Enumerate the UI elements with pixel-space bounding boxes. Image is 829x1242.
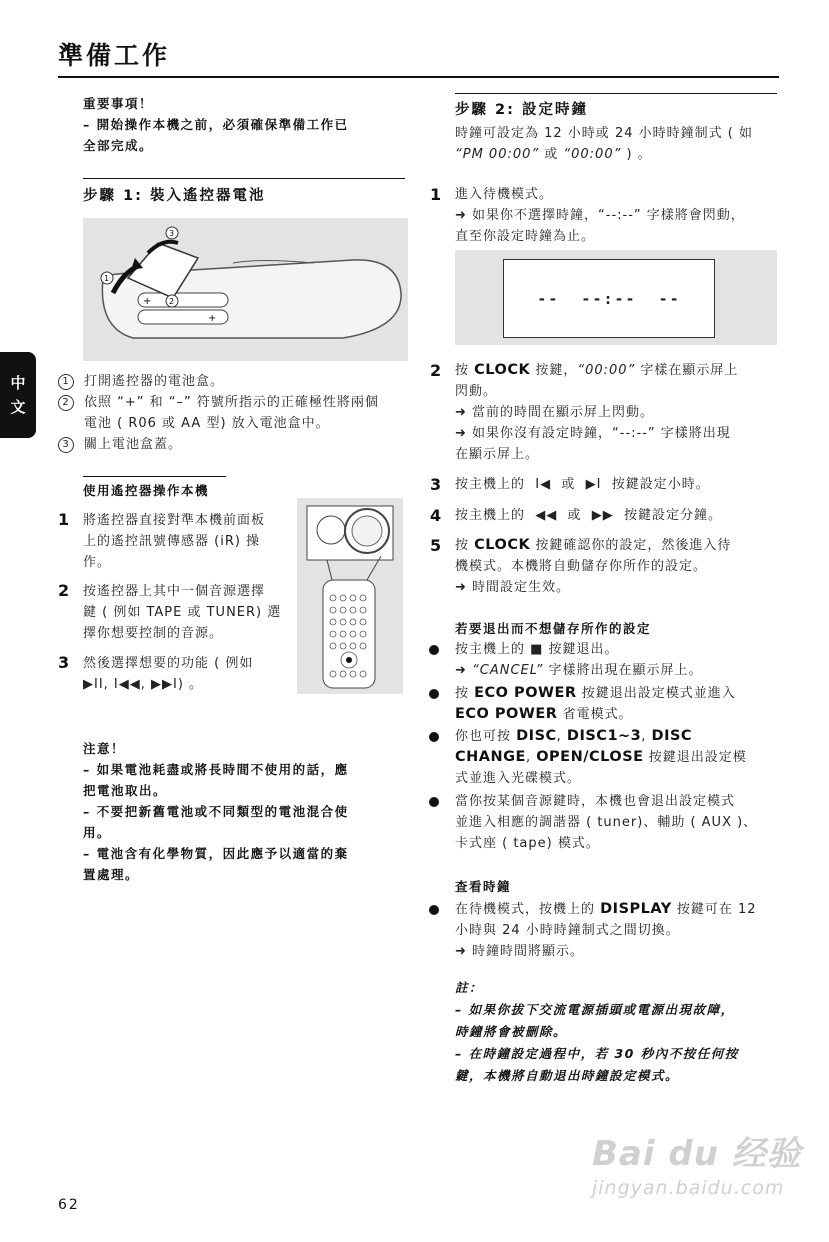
remote-step-line: 作。 bbox=[83, 555, 112, 570]
exit-line: 卡式座 ( tape) 模式。 bbox=[455, 836, 600, 851]
eco-power-key: ECO POWER bbox=[455, 706, 558, 722]
remote-step-3 bbox=[83, 653, 253, 695]
remote-step-number: 2 bbox=[58, 581, 70, 600]
set-step-number: 1 bbox=[430, 185, 442, 204]
remote-step-number: 1 bbox=[58, 510, 70, 529]
page-number: 62 bbox=[58, 1197, 80, 1213]
text: 省電模式。 bbox=[557, 707, 633, 722]
note-line: – 在時鐘設定過程中，若 30 秒內不按任何按 bbox=[455, 1046, 739, 1061]
display-key: DISPLAY bbox=[600, 901, 672, 917]
intro-text: ) 。 bbox=[621, 147, 652, 162]
step1-item bbox=[58, 434, 408, 455]
svg-text:2: 2 bbox=[169, 297, 175, 306]
note-line: – 如果你拔下交流電源插頭或電源出現故障， bbox=[455, 1002, 735, 1017]
step1-item-line: 電池 ( R06 或 AA 型) 放入電池盒中。 bbox=[84, 416, 330, 431]
text: 按鍵退出設定模 bbox=[643, 750, 747, 765]
step2-intro-line: 時鐘可設定為 12 小時或 24 小時時鐘制式 ( 如 bbox=[455, 126, 753, 141]
remote-use-rule bbox=[83, 476, 226, 477]
remote-step-line: 將遙控器直接對準本機前面板 bbox=[83, 513, 266, 528]
caution-body bbox=[83, 759, 349, 885]
display-panel bbox=[455, 250, 777, 345]
exit-line bbox=[455, 704, 736, 725]
svg-text:3: 3 bbox=[169, 229, 175, 238]
language-tab-char-2: 文 bbox=[10, 398, 26, 416]
exit-heading: 若要退出而不想儲存所作的設定 bbox=[455, 621, 652, 636]
language-tab-char-1: 中 bbox=[10, 374, 26, 392]
disc-change-key: DISC bbox=[651, 728, 693, 744]
caution-line: – 電池含有化學物質，因此應予以適當的棄 bbox=[83, 846, 349, 861]
exit-item-3 bbox=[455, 726, 747, 789]
remote-step-2 bbox=[83, 581, 281, 644]
language-tab bbox=[0, 352, 36, 438]
exit-line: 式並進入光碟模式。 bbox=[455, 771, 582, 786]
set-step-line: ➜ 如果你沒有設定時鐘，“--:--” 字樣將出現 bbox=[455, 426, 731, 441]
set-step-4: 按主機上的 ◀◀ 或 ▶▶ 按鍵設定分鐘。 bbox=[455, 508, 723, 523]
remote-step-line: ▶II, I◀◀, ▶▶I) 。 bbox=[83, 677, 204, 692]
exit-item-1 bbox=[455, 639, 703, 681]
svg-text:1: 1 bbox=[104, 274, 110, 283]
svg-text:+: + bbox=[208, 313, 217, 324]
bullet bbox=[429, 797, 439, 807]
remote-step-1 bbox=[83, 510, 265, 573]
text: 你也可按 bbox=[455, 729, 517, 744]
svg-text:+: + bbox=[143, 296, 152, 307]
clock-display bbox=[503, 259, 715, 338]
set-step-number: 5 bbox=[430, 536, 442, 555]
disc-change-key: CHANGE bbox=[455, 749, 526, 765]
clock-key: CLOCK bbox=[474, 362, 531, 378]
set-step-line: 機模式。本機將自動儲存你所作的設定。 bbox=[455, 559, 708, 574]
watermark-brand: Bai du 经验 bbox=[592, 1134, 802, 1174]
open-close-key: OPEN/CLOSE bbox=[536, 749, 644, 765]
remote-step-line: 擇你想要控制的音源。 bbox=[83, 626, 224, 641]
step1-item-number: 3 bbox=[58, 437, 74, 453]
step2-intro-line bbox=[455, 144, 753, 165]
clock-display-text: -- --:-- -- bbox=[537, 289, 681, 308]
text: 字樣在顯示屏上 bbox=[635, 363, 739, 378]
bullet bbox=[429, 689, 439, 699]
text: 在待機模式，按機上的 bbox=[455, 902, 601, 917]
set-step-line: 在顯示屏上。 bbox=[455, 447, 540, 462]
set-step-line: 閃動。 bbox=[455, 384, 498, 399]
remote-step-number: 3 bbox=[58, 653, 70, 672]
caution-line: 用。 bbox=[83, 825, 112, 840]
step1-item-line: 關上電池盒蓋。 bbox=[84, 437, 183, 452]
set-step-line bbox=[455, 535, 731, 556]
set-step-number: 3 bbox=[430, 475, 442, 494]
view-line: 小時與 24 小時時鐘制式之間切換。 bbox=[455, 923, 680, 938]
exit-line bbox=[455, 660, 703, 681]
set-step-number: 4 bbox=[430, 506, 442, 525]
important-heading: 重要事項！ bbox=[83, 96, 154, 111]
remote-battery-drawing bbox=[83, 218, 408, 361]
text: 按 bbox=[455, 363, 475, 378]
watermark-url: jingyan.baidu.com bbox=[592, 1177, 785, 1199]
view-item bbox=[455, 899, 757, 962]
exit-item-2 bbox=[455, 683, 736, 725]
remote-use-heading: 使用遙控器操作本機 bbox=[83, 483, 210, 498]
remote-step-line: 按遙控器上其中一個音源選擇 bbox=[83, 584, 266, 599]
set-step-line: ➜ 當前的時間在顯示屏上閃動。 bbox=[455, 405, 655, 420]
exit-line: 並進入相應的調諧器 ( tuner)、輔助 ( AUX )、 bbox=[455, 815, 758, 830]
bullet bbox=[429, 732, 439, 742]
step1-item-number: 1 bbox=[58, 374, 74, 390]
step1-item-line: 依照 “+” 和 “–” 符號所指示的正確極性將兩個 bbox=[84, 395, 379, 410]
clock-key: CLOCK bbox=[474, 537, 531, 553]
intro-text: 或 bbox=[539, 147, 564, 162]
lcd-text: “00:00” bbox=[577, 363, 636, 378]
note-body bbox=[455, 999, 739, 1087]
disc-key: DISC bbox=[516, 728, 557, 744]
exit-line: 當你按某個音源鍵時，本機也會退出設定模式 bbox=[455, 794, 736, 809]
remote-illustration bbox=[297, 498, 403, 694]
step1-heading: 步驟 1: 裝入遙控器電池 bbox=[83, 188, 266, 204]
exit-line bbox=[455, 683, 736, 704]
set-step-3: 按主機上的 I◀ 或 ▶I 按鍵設定小時。 bbox=[455, 477, 710, 492]
lcd-text: “PM 00:00” bbox=[455, 147, 540, 162]
set-step-2 bbox=[455, 360, 738, 465]
step1-list bbox=[58, 371, 408, 455]
text: 字樣將出現在顯示屏上。 bbox=[543, 663, 703, 678]
set-step-5 bbox=[455, 535, 731, 598]
text: 按 bbox=[455, 686, 475, 701]
exit-line: 按主機上的 ■ 按鍵退出。 bbox=[455, 642, 619, 657]
text: 按鍵退出設定模式並進入 bbox=[576, 686, 736, 701]
view-heading: 查看時鐘 bbox=[455, 879, 512, 894]
set-step-line: ➜ 時間設定生效。 bbox=[455, 580, 571, 595]
remote-step-line: 上的遙控訊號傳感器 (iR) 操 bbox=[83, 534, 261, 549]
set-step-line bbox=[455, 360, 738, 381]
step1-item bbox=[58, 371, 408, 392]
step2-intro bbox=[455, 123, 753, 165]
caution-heading: 注意！ bbox=[83, 741, 126, 756]
eco-power-key: ECO POWER bbox=[474, 685, 577, 701]
page-title: 準備工作 bbox=[58, 41, 171, 70]
text: 按鍵確認你的設定，然後進入待 bbox=[530, 538, 732, 553]
step1-item-number: 2 bbox=[58, 395, 74, 411]
text: , bbox=[556, 729, 567, 744]
caution-line: 置處理。 bbox=[83, 867, 140, 882]
text: , bbox=[641, 729, 652, 744]
step1-item bbox=[58, 392, 408, 434]
caution-line: – 不要把新舊電池或不同類型的電池混合使 bbox=[83, 804, 349, 819]
step1-rule bbox=[83, 178, 405, 179]
text: 按鍵可在 12 bbox=[671, 902, 757, 917]
step2-rule bbox=[455, 93, 777, 94]
text: 按鍵， bbox=[530, 363, 578, 378]
text: 按 bbox=[455, 538, 475, 553]
view-line bbox=[455, 899, 757, 920]
step1-item-line: 打開遙控器的電池盒。 bbox=[84, 374, 225, 389]
caution-line: – 如果電池耗盡或將長時間不使用的話，應 bbox=[83, 762, 349, 777]
note-line: 鍵，本機將自動退出時鐘設定模式。 bbox=[455, 1068, 680, 1083]
set-step-line: ➜ 如果你不選擇時鐘，“--:--” 字樣將會閃動， bbox=[455, 208, 745, 223]
note-line: 時鐘將會被刪除。 bbox=[455, 1024, 568, 1039]
set-step-1 bbox=[455, 184, 745, 247]
exit-line bbox=[455, 747, 747, 768]
disc1-3-key: DISC1~3 bbox=[566, 728, 642, 744]
step2-heading: 步驟 2: 設定時鐘 bbox=[455, 102, 588, 118]
set-step-line: 進入待機模式。 bbox=[455, 187, 554, 202]
remote-control-drawing bbox=[297, 498, 403, 694]
caution-line: 把電池取出。 bbox=[83, 783, 168, 798]
remote-step-line: 鍵 ( 例如 TAPE 或 TUNER) 選 bbox=[83, 605, 282, 620]
bullet bbox=[429, 645, 439, 655]
lcd-text: “00:00” bbox=[563, 147, 622, 162]
bullet bbox=[429, 905, 439, 915]
text: ➜ bbox=[455, 663, 473, 678]
important-line-2: 全部完成。 bbox=[83, 138, 154, 153]
remote-step-line: 然後選擇想要的功能 ( 例如 bbox=[83, 656, 254, 671]
lcd-text: “CANCEL” bbox=[472, 663, 544, 678]
important-line-1: – 開始操作本機之前，必須確保準備工作已 bbox=[83, 117, 349, 132]
view-line: ➜ 時鐘時間將顯示。 bbox=[455, 944, 585, 959]
set-step-number: 2 bbox=[430, 361, 442, 380]
title-rule bbox=[58, 76, 779, 78]
exit-item-4 bbox=[455, 791, 757, 854]
battery-illustration bbox=[83, 218, 408, 361]
text: , bbox=[525, 750, 537, 765]
note-heading: 註： bbox=[455, 980, 484, 995]
set-step-line: 直至你設定時鐘為止。 bbox=[455, 229, 596, 244]
exit-line bbox=[455, 726, 747, 747]
